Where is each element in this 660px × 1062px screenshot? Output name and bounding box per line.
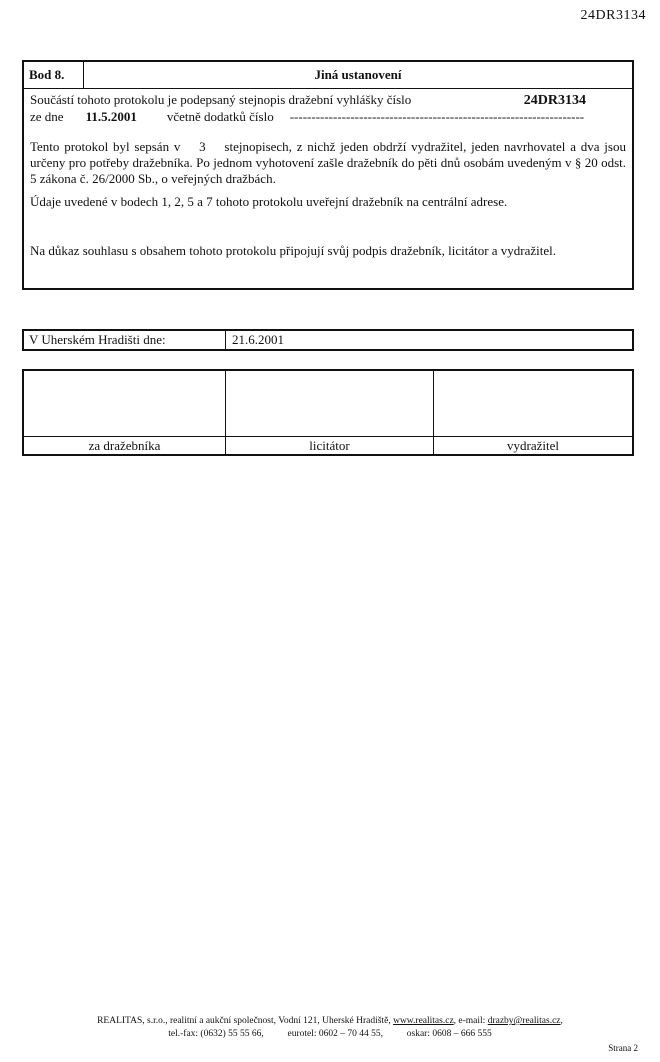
place-date-box xyxy=(22,329,634,351)
signature-column-licitator xyxy=(226,371,434,454)
consent-paragraph: Na důkaz souhlasu s obsahem tohoto protokolu připojují svůj podpis dražebník, licitátor a vydražitel. xyxy=(30,243,557,258)
footer-email-label: , e-mail: xyxy=(453,1016,486,1026)
section-number: Bod 8. xyxy=(24,62,84,88)
signature-space xyxy=(24,371,225,436)
document-id: 24DR3134 xyxy=(580,8,646,23)
footer-line-2: tel.-fax: (0632) 55 55 66, eurotel: 0602 – 70 44 55, oskar: 0608 – 666 555 xyxy=(168,1029,492,1039)
signature-label: licitátor xyxy=(226,436,433,454)
signature-space xyxy=(226,371,433,436)
section-title: Jiná ustanovení xyxy=(314,67,402,82)
footer-website-link[interactable]: www.realitas.cz xyxy=(393,1016,454,1026)
place-label: V Uherském Hradišti dne: xyxy=(24,331,226,349)
amendments-label: včetně dodatků číslo xyxy=(166,109,274,124)
copies-paragraph xyxy=(30,139,626,187)
publication-paragraph: Údaje uvedené v bodech 1, 2, 5 a 7 tohoto protokolu uveřejní dražebník na centrální adrese. xyxy=(30,194,508,209)
copies-text-b: stejnopisech, z nichž jeden obdrží vydražitel, jeden navrhovatel xyxy=(224,139,566,154)
signature-column-buyer xyxy=(434,371,632,454)
section-other-provisions xyxy=(22,60,634,290)
notice-date: 11.5.2001 xyxy=(85,109,137,124)
footer-comma: , xyxy=(560,1016,563,1026)
amendments-dashes: -------------------------------------------------------------------- xyxy=(289,109,585,124)
notice-date-prefix: ze dne xyxy=(30,109,64,124)
section-header xyxy=(24,62,632,89)
place-date: 21.6.2001 xyxy=(232,332,284,347)
page-number: Strana 2 xyxy=(608,1043,638,1053)
auction-notice-line xyxy=(30,92,626,109)
auction-notice-number: 24DR3134 xyxy=(523,93,586,108)
signature-label: za dražebníka xyxy=(24,436,225,454)
footer-email-link[interactable]: drazby@realitas.cz xyxy=(487,1016,561,1026)
copies-count: 3 xyxy=(199,139,206,154)
footer-company: REALITAS, s.r.o., realitní a aukční společnost, Vodní 121, Uherské Hradiště, xyxy=(97,1016,391,1026)
signature-column-auctioneer xyxy=(24,371,226,454)
signature-space xyxy=(434,371,632,436)
signature-table xyxy=(22,369,634,456)
copies-text-a: Tento protokol byl sepsán v xyxy=(30,139,181,154)
signature-label: vydražitel xyxy=(434,436,632,454)
notice-date-line xyxy=(30,109,626,125)
copies-text-c: a dva jsou určeny pro potřeby dražebníka. Po jednom vyhotovení zašle dražebník do pěti dnů osobám uvedeným v § 20 odst. 5 zákona č. 26/2000 Sb., o veřejných dražbách. xyxy=(30,139,626,186)
auction-notice-text: Součástí tohoto protokolu je podepsaný stejnopis dražební vyhlášky číslo xyxy=(30,92,412,107)
footer-line-1 xyxy=(0,1015,660,1028)
section-body xyxy=(24,89,632,259)
company-footer xyxy=(0,1015,660,1041)
